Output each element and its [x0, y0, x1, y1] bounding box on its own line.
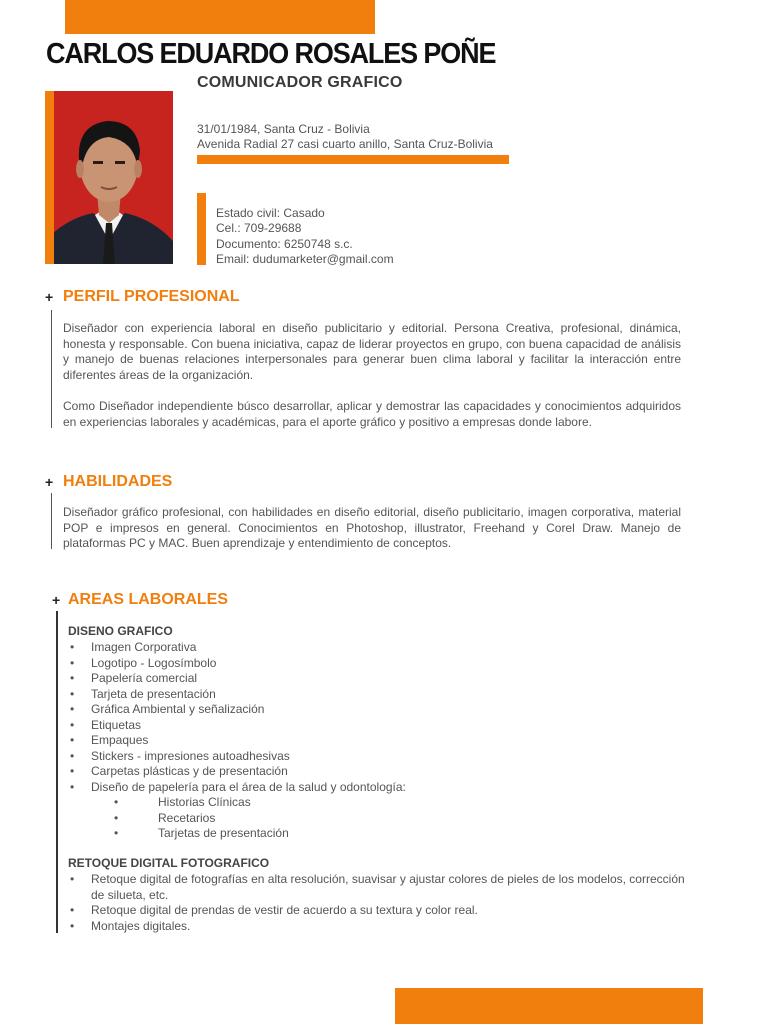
list-item: • Diseño de papelería para el área de la salud y odontología:: [68, 780, 688, 796]
habilidades-title: HABILIDADES: [63, 473, 173, 490]
habilidades-plus-icon: +: [45, 474, 54, 490]
document-number: Documento: 6250748 s.c.: [216, 237, 353, 251]
list-item: • Carpetas plásticas y de presentación: [68, 764, 688, 780]
list-item: • Retoque digital de fotografías en alta resolución, suavisar y ajustar colores de pieles de los modelos, corrección de silueta, etc.: [68, 872, 688, 903]
diseno-grafico-subtitle: DISENO GRAFICO: [68, 624, 173, 638]
candidate-role: COMUNICADOR GRAFICO: [197, 74, 403, 91]
civil-status: Estado civil: Casado: [216, 206, 325, 220]
address-underline-bar: [197, 155, 509, 164]
habilidades-paragraph: Diseñador gráfico profesional, con habilidades en diseño editorial, diseño publicitario, imagen corporativa, material POP e impresos en general. Conocimientos en Photoshop, illustrator, Freehand y Corel Draw. Manejo de plataformas PC y MAC. Buen aprendizaje y entendimiento de conceptos.: [63, 505, 681, 550]
perfil-divider: [51, 310, 52, 428]
top-accent-bar: [65, 0, 375, 34]
phone-number: Cel.: 709-29688: [216, 221, 302, 235]
candidate-name: CARLOS EDUARDO ROSALES POÑE: [46, 38, 496, 70]
list-item: • Recetarios: [68, 811, 688, 827]
perfil-title: PERFIL PROFESIONAL: [63, 288, 240, 305]
areas-plus-icon: +: [52, 592, 61, 608]
perfil-paragraph-2: Como Diseñador independiente búsco desarrollar, aplicar y demostrar las capacidades y conocimientos adquiridos en experiencias laborales y académicas, para el aporte gráfico y positivo a empresas donde labore.: [63, 399, 681, 429]
address-info: Avenida Radial 27 casi cuarto anillo, Santa Cruz-Bolivia: [197, 137, 493, 151]
portrait-image: [45, 91, 173, 264]
bottom-accent-bar: [395, 988, 703, 1024]
profile-photo: [45, 91, 173, 264]
list-item: • Etiquetas: [68, 718, 688, 734]
habilidades-divider: [51, 493, 52, 549]
areas-divider: [56, 611, 58, 933]
list-item: • Retoque digital de prendas de vestir de acuerdo a su textura y color real.: [68, 903, 688, 919]
perfil-plus-icon: +: [45, 289, 54, 305]
retoque-list: [68, 872, 688, 934]
list-item: • Tarjeta de presentación: [68, 687, 688, 703]
list-item: • Imagen Corporativa: [68, 640, 688, 656]
list-item: • Stickers - impresiones autoadhesivas: [68, 749, 688, 765]
list-item: • Empaques: [68, 733, 688, 749]
email-address: Email: dudumarketer@gmail.com: [216, 252, 394, 266]
list-item: • Tarjetas de presentación: [68, 826, 688, 842]
list-item: • Montajes digitales.: [68, 919, 688, 935]
list-item: • Papelería comercial: [68, 671, 688, 687]
areas-title: AREAS LABORALES: [68, 591, 229, 608]
diseno-grafico-list: [68, 640, 688, 842]
perfil-paragraph-1: Diseñador con experiencia laboral en diseño publicitario y editorial. Persona Creativa, profesional, dinámica, honesta y responsable. Con buena iniciativa, capaz de liderar proyectos en grupo, con buena capacidad de análisis y manejo de buenas relaciones interpersonales para generar buen clima laboral y facilitar la interacción entre diferentes áreas de la organización.: [63, 321, 681, 382]
retoque-subtitle: RETOQUE DIGITAL FOTOGRAFICO: [68, 856, 270, 870]
contact-accent-bar: [197, 193, 206, 265]
list-item: • Historias Clínicas: [68, 795, 688, 811]
list-item: • Gráfica Ambiental y señalización: [68, 702, 688, 718]
birth-info: 31/01/1984, Santa Cruz - Bolivia: [197, 122, 370, 136]
photo-accent-stripe: [45, 91, 54, 264]
list-item: • Logotipo - Logosímbolo: [68, 656, 688, 672]
